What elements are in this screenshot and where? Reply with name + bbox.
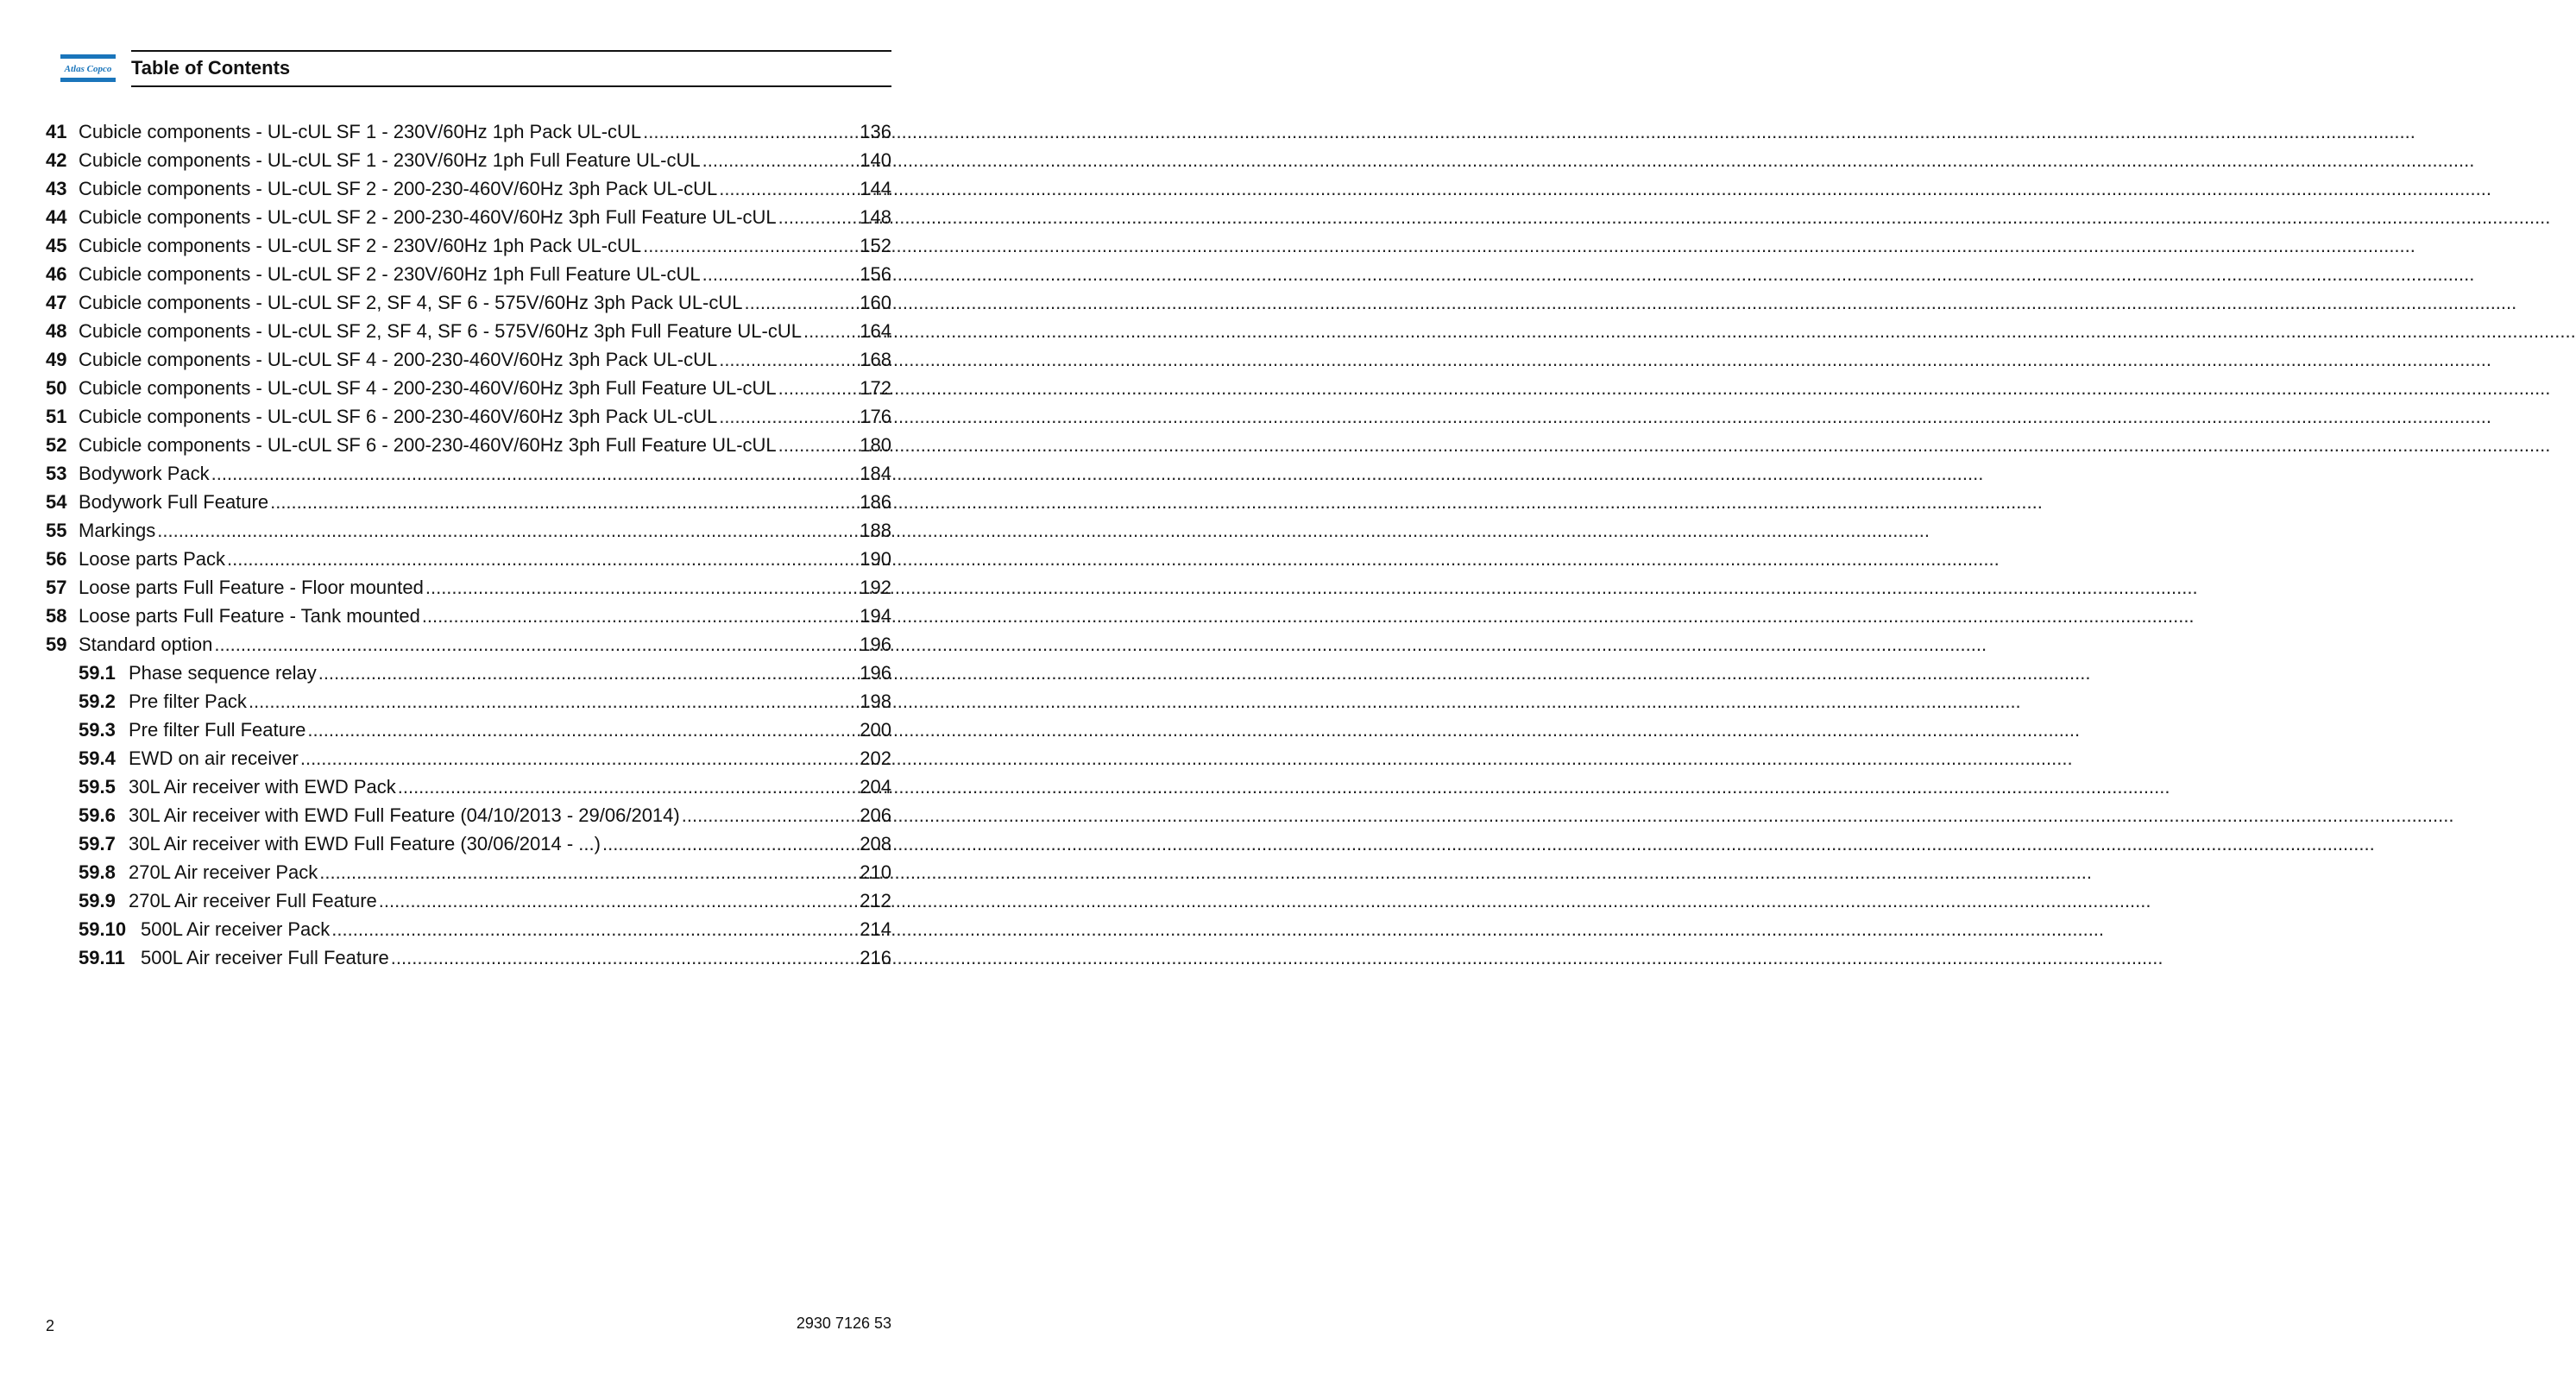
toc-dot-leader — [307, 716, 858, 744]
toc-entry-title[interactable]: Bodywork Pack — [79, 463, 210, 484]
toc-dot-leader — [211, 459, 859, 488]
toc-dot-leader — [803, 317, 858, 345]
toc-entry-page[interactable]: 136 — [860, 121, 891, 142]
toc-entry-page[interactable]: 194 — [860, 605, 891, 627]
toc-entry-page[interactable]: 168 — [860, 349, 891, 370]
toc-entry-title[interactable]: Loose parts Pack — [79, 548, 225, 570]
toc-entry-page[interactable]: 186 — [860, 491, 891, 513]
toc-entry-title[interactable]: 500L Air receiver Pack — [141, 918, 331, 940]
toc-entry[interactable] — [46, 317, 891, 345]
toc-subentry[interactable] — [79, 716, 891, 744]
toc-subentry[interactable] — [79, 687, 891, 716]
toc-entry[interactable] — [46, 602, 891, 630]
toc-entry-title[interactable]: 270L Air receiver Pack — [129, 861, 318, 883]
toc-entry-number: 59.6 — [79, 804, 116, 826]
toc-subentry[interactable] — [79, 829, 891, 858]
toc-entry-page[interactable]: 212 — [860, 890, 891, 911]
toc-entry-number: 59.7 — [79, 833, 116, 854]
toc-entry-title[interactable]: Cubicle components - UL-cUL SF 2 - 230V/60Hz 1ph Pack UL-cUL — [79, 235, 642, 256]
toc-entry-page[interactable]: 172 — [860, 377, 891, 399]
footer-document-number: 2930 7126 53 — [796, 1315, 891, 1332]
toc-entry-number: 59.4 — [79, 747, 116, 769]
toc-entry-number: 57 — [46, 577, 67, 598]
toc-entry-page[interactable]: 156 — [860, 263, 891, 285]
toc-entry-title[interactable]: Cubicle components - UL-cUL SF 4 - 200-230-460V/60Hz 3ph Pack UL-cUL — [79, 349, 718, 370]
toc-entry[interactable] — [46, 516, 891, 545]
toc-entry[interactable] — [46, 374, 891, 402]
toc-subentry[interactable] — [79, 858, 891, 886]
toc-dot-leader — [778, 431, 859, 459]
toc-entry[interactable] — [46, 146, 891, 174]
toc-entry-page[interactable]: 184 — [860, 463, 891, 484]
toc-subentry[interactable] — [79, 801, 891, 829]
toc-entry-number: 44 — [46, 206, 67, 228]
toc-entry-number: 59.9 — [79, 890, 116, 911]
toc-entry[interactable] — [46, 117, 891, 146]
toc-entry[interactable] — [46, 260, 891, 288]
toc-entry-number: 59.5 — [79, 776, 116, 798]
toc-entry-title[interactable]: Cubicle components - UL-cUL SF 2 - 200-230-460V/60Hz 3ph Pack UL-cUL — [79, 178, 718, 199]
toc-subentry[interactable] — [79, 744, 891, 772]
toc-dot-leader — [319, 858, 858, 886]
toc-entry[interactable] — [46, 573, 891, 602]
toc-entry[interactable] — [46, 545, 891, 573]
toc-dot-leader — [745, 288, 859, 317]
toc-entry-page[interactable]: 196 — [860, 662, 891, 684]
toc-dot-leader — [379, 886, 859, 915]
page-title: Table of Contents — [131, 57, 291, 79]
toc-entry-page[interactable]: 148 — [860, 206, 891, 228]
toc-entry-title[interactable]: Cubicle components - UL-cUL SF 6 - 200-230-460V/60Hz 3ph Pack UL-cUL — [79, 406, 718, 427]
toc-entry[interactable] — [46, 459, 891, 488]
toc-entry-number: 45 — [46, 235, 67, 256]
toc-subentry[interactable] — [79, 659, 891, 687]
toc-dot-leader — [719, 174, 858, 203]
toc-entry-title[interactable]: Phase sequence relay — [129, 662, 317, 684]
toc-dot-leader — [643, 231, 858, 260]
toc-dot-leader — [391, 943, 859, 972]
toc-dot-leader — [249, 687, 858, 716]
toc-entry-number: 52 — [46, 434, 67, 456]
toc-entry-number: 55 — [46, 520, 67, 541]
toc-entry-number: 59 — [46, 634, 67, 655]
toc-entry-page[interactable]: 208 — [860, 833, 891, 854]
toc-dot-leader — [643, 117, 858, 146]
toc-entry-number: 50 — [46, 377, 67, 399]
toc-entry-page[interactable]: 204 — [860, 776, 891, 798]
header-rule-top — [131, 50, 891, 52]
toc-entry-title[interactable]: Cubicle components - UL-cUL SF 2, SF 4, SF 6 - 575V/60Hz 3ph Full Feature UL-cUL — [79, 320, 802, 342]
page-header — [60, 50, 891, 88]
toc-entry-page[interactable]: 210 — [860, 861, 891, 883]
toc-entry-number: 41 — [46, 121, 67, 142]
toc-subentry[interactable] — [79, 886, 891, 915]
toc-entry-number: 59.2 — [79, 690, 116, 712]
toc-entry-title[interactable]: Cubicle components - UL-cUL SF 2 - 230V/60Hz 1ph Full Feature UL-cUL — [79, 263, 701, 285]
toc-entry-number: 54 — [46, 491, 67, 513]
toc-entry-title[interactable]: Cubicle components - UL-cUL SF 2 - 200-230-460V/60Hz 3ph Full Feature UL-cUL — [79, 206, 777, 228]
toc-entry[interactable] — [46, 174, 891, 203]
toc-entry-title[interactable]: Standard option — [79, 634, 213, 655]
toc-entry-title[interactable]: Loose parts Full Feature - Floor mounted — [79, 577, 424, 598]
toc-dot-leader — [778, 374, 859, 402]
toc-entry-number: 56 — [46, 548, 67, 570]
toc-dot-leader — [425, 573, 858, 602]
toc-entry-page[interactable]: 140 — [860, 149, 891, 171]
toc-dot-leader — [214, 630, 858, 659]
toc-entry-number: 51 — [46, 406, 67, 427]
toc-entry-title[interactable]: Cubicle components - UL-cUL SF 2, SF 4, SF 6 - 575V/60Hz 3ph Pack UL-cUL — [79, 292, 743, 313]
table-of-contents — [46, 117, 891, 972]
toc-dot-leader — [398, 772, 859, 801]
toc-entry-page[interactable]: 160 — [860, 292, 891, 313]
toc-entry-title[interactable]: 30L Air receiver with EWD Full Feature (04/10/2013 - 29/06/2014) — [129, 804, 680, 826]
toc-entry-page[interactable]: 180 — [860, 434, 891, 456]
toc-entry-title[interactable]: 30L Air receiver with EWD Pack — [129, 776, 396, 798]
toc-entry-page[interactable]: 188 — [860, 520, 891, 541]
toc-subentry[interactable] — [79, 915, 891, 943]
toc-dot-leader — [422, 602, 858, 630]
toc-subentry[interactable] — [79, 943, 891, 972]
logo-text: Atlas Copco — [64, 64, 112, 74]
toc-entry-number: 42 — [46, 149, 67, 171]
toc-entry-page[interactable]: 216 — [860, 947, 891, 968]
toc-entry-number: 59.3 — [79, 719, 116, 741]
toc-entry-number: 49 — [46, 349, 67, 370]
toc-entry-title[interactable]: Bodywork Full Feature — [79, 491, 269, 513]
toc-entry-title[interactable]: 30L Air receiver with EWD Full Feature (30/06/2014 - ...) — [129, 833, 601, 854]
toc-dot-leader — [270, 488, 858, 516]
header-rule-bottom — [131, 85, 891, 87]
toc-entry-number: 46 — [46, 263, 67, 285]
toc-entry[interactable] — [46, 488, 891, 516]
toc-entry-number: 59.11 — [79, 947, 125, 968]
toc-dot-leader — [300, 744, 858, 772]
toc-entry-page[interactable]: 144 — [860, 178, 891, 199]
toc-dot-leader — [702, 146, 859, 174]
toc-entry-page[interactable]: 152 — [860, 235, 891, 256]
toc-dot-leader — [318, 659, 859, 687]
toc-entry-number: 59.1 — [79, 662, 116, 684]
toc-entry-title[interactable]: Cubicle components - UL-cUL SF 1 - 230V/60Hz 1ph Pack UL-cUL — [79, 121, 642, 142]
toc-dot-leader — [702, 260, 859, 288]
toc-entry-page[interactable]: 190 — [860, 548, 891, 570]
footer-page-number: 2 — [46, 1317, 55, 1334]
toc-entry-title[interactable]: Markings — [79, 520, 156, 541]
toc-entry[interactable] — [46, 288, 891, 317]
toc-entry[interactable] — [46, 345, 891, 374]
toc-entry-title[interactable]: 270L Air receiver Full Feature — [129, 890, 377, 911]
toc-dot-leader — [602, 829, 858, 858]
toc-entry[interactable] — [46, 203, 891, 231]
toc-entry-page[interactable]: 192 — [860, 577, 891, 598]
toc-entry-page[interactable]: 176 — [860, 406, 891, 427]
toc-entry-number: 59.8 — [79, 861, 116, 883]
toc-entry[interactable] — [46, 630, 891, 659]
toc-entry-page[interactable]: 196 — [860, 634, 891, 655]
toc-entry-page[interactable]: 202 — [860, 747, 891, 769]
toc-dot-leader — [719, 345, 858, 374]
toc-entry-number: 58 — [46, 605, 67, 627]
toc-entry-title[interactable]: Cubicle components - UL-cUL SF 4 - 200-230-460V/60Hz 3ph Full Feature UL-cUL — [79, 377, 777, 399]
atlas-copco-logo — [60, 54, 116, 82]
toc-entry-title[interactable]: Loose parts Full Feature - Tank mounted — [79, 605, 420, 627]
toc-entry-title[interactable]: Cubicle components - UL-cUL SF 1 - 230V/60Hz 1ph Full Feature UL-cUL — [79, 149, 701, 171]
toc-dot-leader — [719, 402, 858, 431]
toc-entry-page[interactable]: 200 — [860, 719, 891, 741]
toc-entry-page[interactable]: 214 — [860, 918, 891, 940]
toc-entry-page[interactable]: 198 — [860, 690, 891, 712]
toc-entry-title[interactable]: Pre filter Pack — [129, 690, 247, 712]
toc-entry-number: 43 — [46, 178, 67, 199]
toc-entry-number: 48 — [46, 320, 67, 342]
toc-dot-leader — [331, 915, 858, 943]
toc-entry-title[interactable]: Cubicle components - UL-cUL SF 6 - 200-230-460V/60Hz 3ph Full Feature UL-cUL — [79, 434, 777, 456]
toc-entry[interactable] — [46, 231, 891, 260]
toc-dot-leader — [778, 203, 859, 231]
toc-entry-number: 59.10 — [79, 918, 127, 940]
toc-entry-title[interactable]: 500L Air receiver Full Feature — [141, 947, 389, 968]
toc-entry[interactable] — [46, 431, 891, 459]
toc-entry-page[interactable]: 206 — [860, 804, 891, 826]
toc-entry-number: 53 — [46, 463, 67, 484]
toc-entry[interactable] — [46, 402, 891, 431]
toc-entry-title[interactable]: EWD on air receiver — [129, 747, 299, 769]
toc-subentry[interactable] — [79, 772, 891, 801]
toc-entry-title[interactable]: Pre filter Full Feature — [129, 719, 306, 741]
toc-dot-leader — [157, 516, 858, 545]
toc-entry-page[interactable]: 164 — [860, 320, 891, 342]
toc-entry-number: 47 — [46, 292, 67, 313]
toc-dot-leader — [227, 545, 858, 573]
toc-dot-leader — [682, 801, 859, 829]
